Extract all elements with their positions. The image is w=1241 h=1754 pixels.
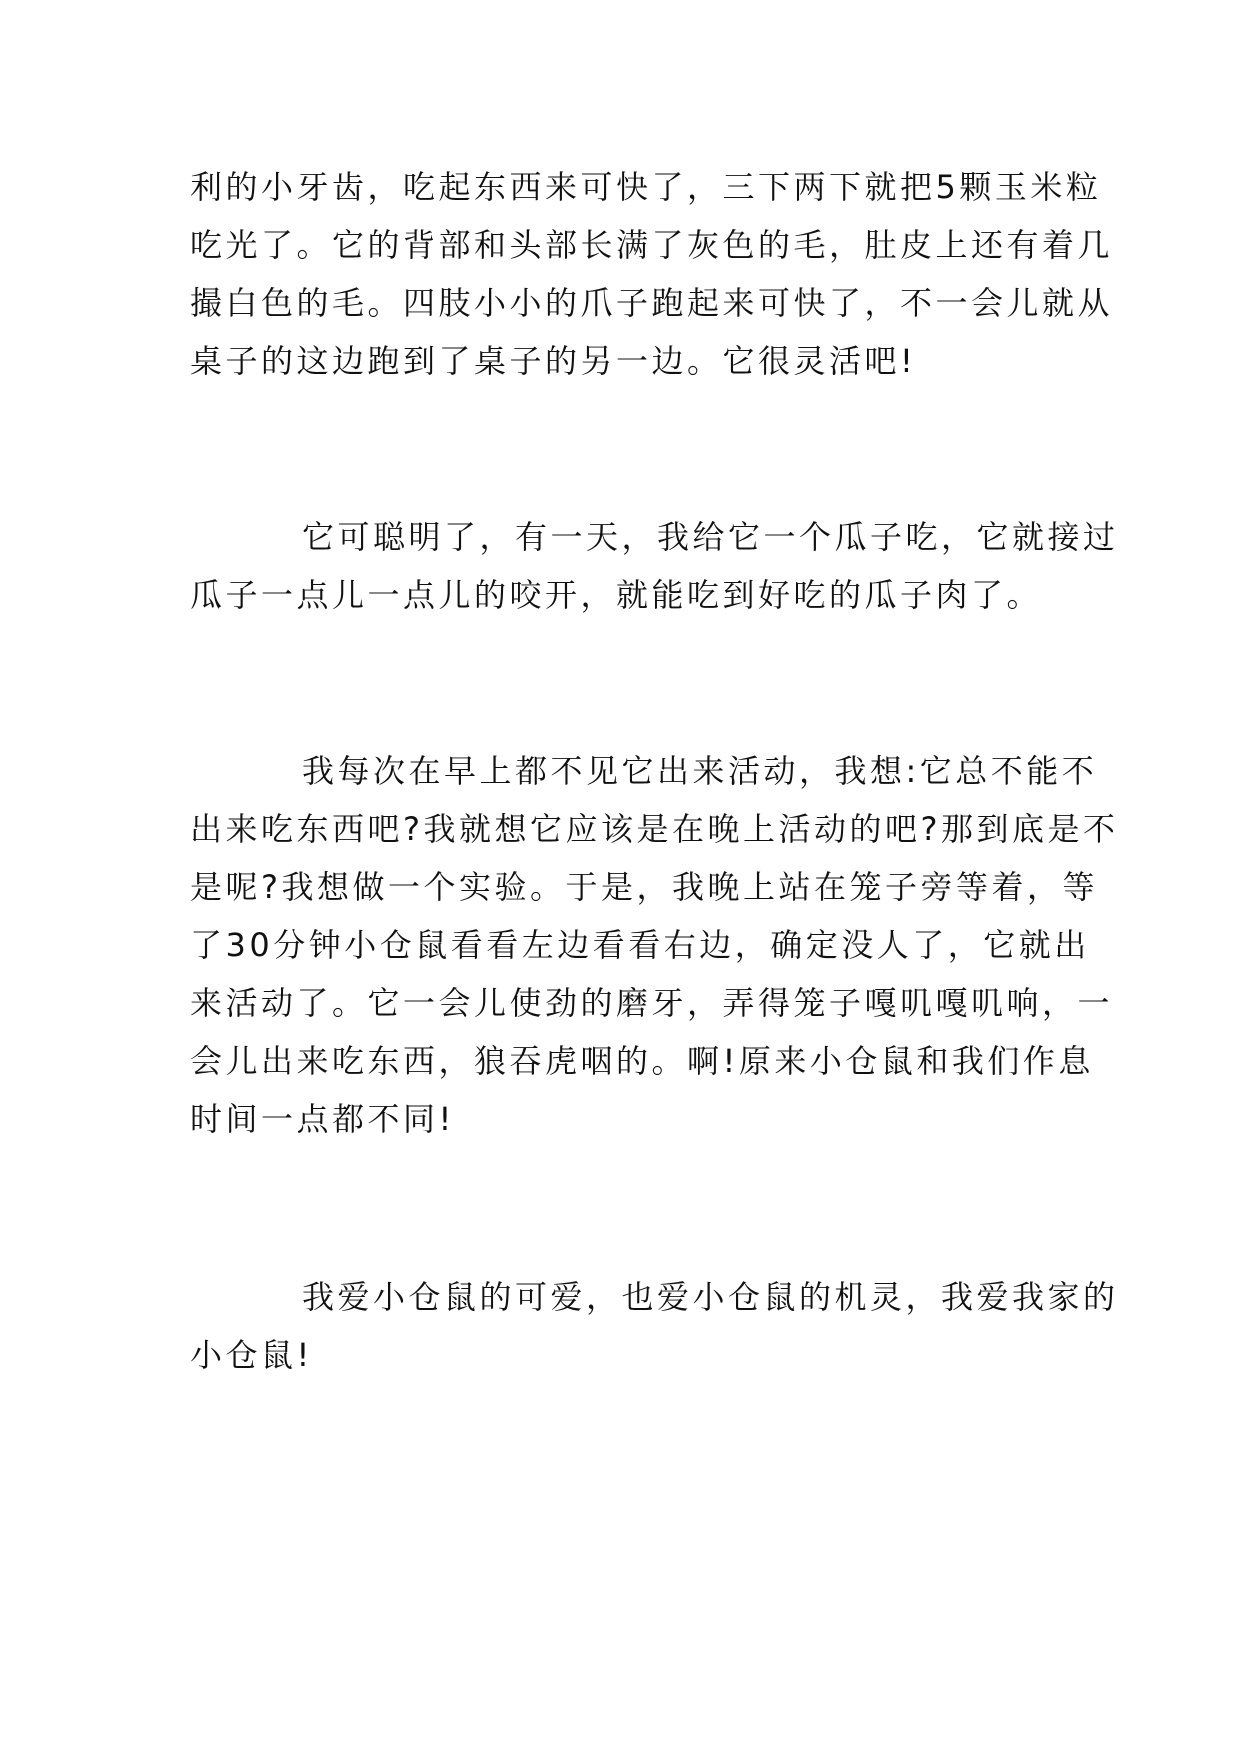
text-line: 会儿出来吃东西，狼吞虎咽的。啊!原来小仓鼠和我们作息 xyxy=(190,1042,1094,1080)
text-line-indented: 它可聪明了，有一天，我给它一个瓜子吃，它就接过 xyxy=(302,518,1119,556)
paragraph-3 xyxy=(190,742,1119,1148)
text-line: 小仓鼠! xyxy=(190,1336,313,1374)
text-line: 是呢?我想做一个实验。于是，我晚上站在笼子旁等着，等 xyxy=(190,868,1098,906)
text-line: 利的小牙齿，吃起东西来可快了，三下两下就把5颗玉米粒 xyxy=(190,168,1102,206)
paragraph-1 xyxy=(190,158,1114,390)
text-line: 撮白色的毛。四肢小小的爪子跑起来可快了，不一会儿就从 xyxy=(190,284,1114,322)
paragraph-2 xyxy=(190,508,1119,624)
text-line: 来活动了。它一会儿使劲的磨牙，弄得笼子嘎叽嘎叽响，一 xyxy=(190,984,1114,1022)
text-line: 桌子的这边跑到了桌子的另一边。它很灵活吧! xyxy=(190,342,917,380)
text-line: 吃光了。它的背部和头部长满了灰色的毛，肚皮上还有着几 xyxy=(190,226,1114,264)
text-line: 时间一点都不同! xyxy=(190,1100,455,1138)
text-line-indented: 我爱小仓鼠的可爱，也爱小仓鼠的机灵，我爱我家的 xyxy=(302,1278,1119,1316)
text-line-indented: 我每次在早上都不见它出来活动，我想:它总不能不 xyxy=(302,752,1098,790)
text-line: 了30分钟小仓鼠看看左边看看右边，确定没人了，它就出 xyxy=(190,926,1090,964)
text-line: 瓜子一点儿一点儿的咬开，就能吃到好吃的瓜子肉了。 xyxy=(190,576,1043,614)
text-line: 出来吃东西吧?我就想它应该是在晚上活动的吧?那到底是不 xyxy=(190,810,1119,848)
paragraph-4 xyxy=(190,1268,1119,1384)
